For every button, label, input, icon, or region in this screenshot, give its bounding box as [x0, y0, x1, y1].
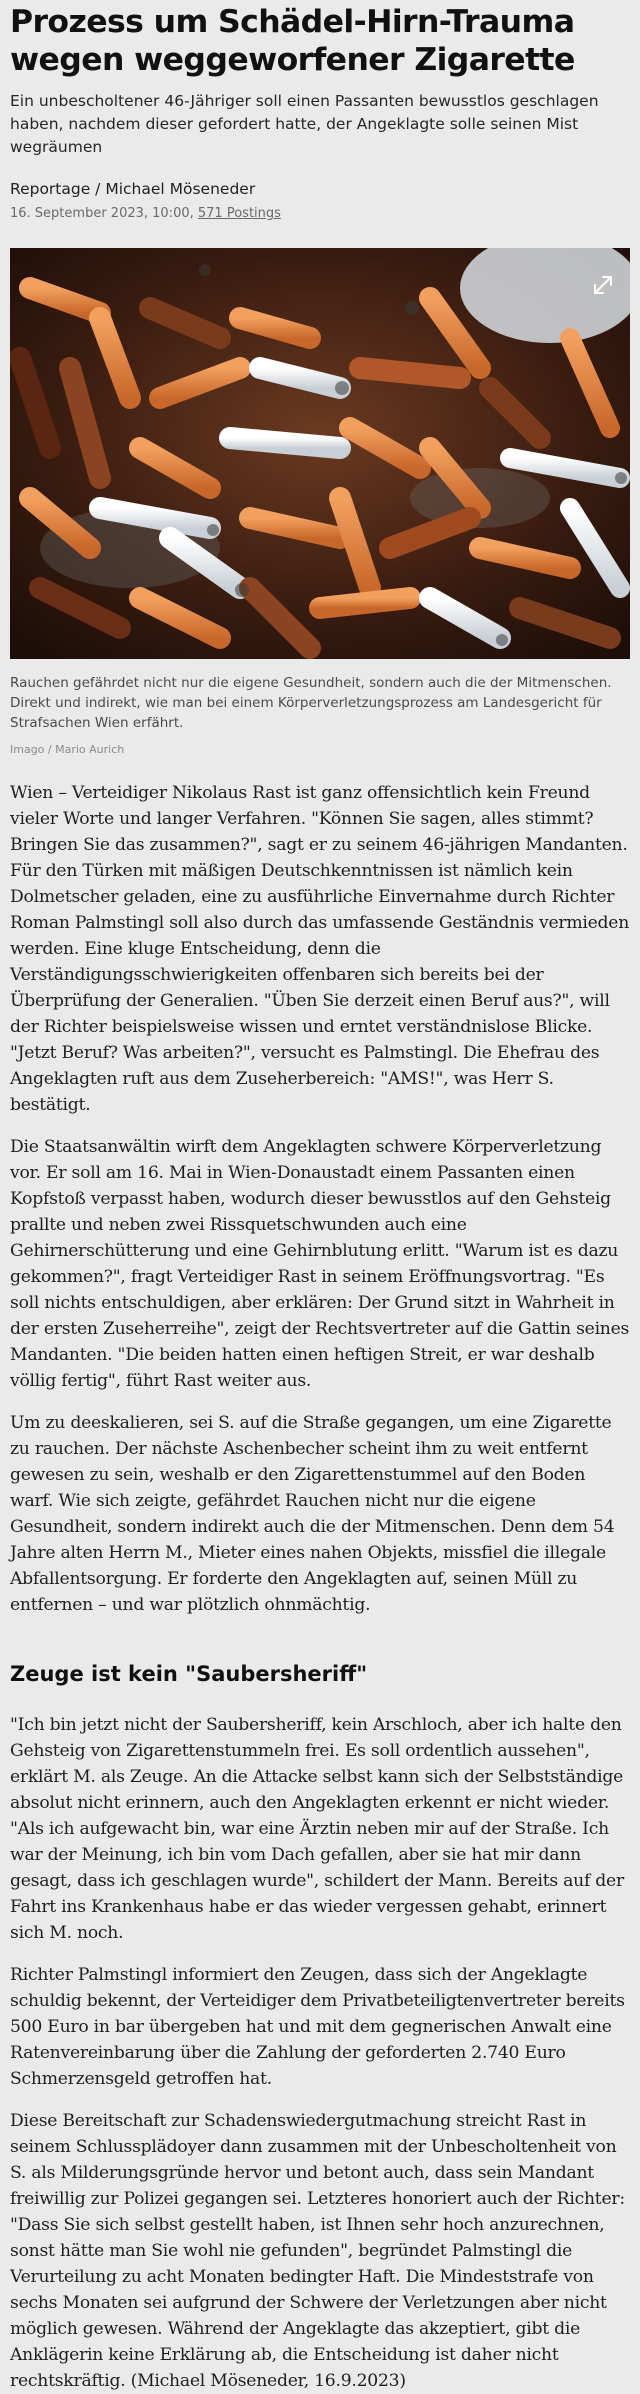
figure-credit: Imago / Mario Aurich [10, 743, 125, 756]
paragraph: Um zu deeskalieren, sei S. auf die Straße gegangen, um eine Zigarette zu rauchen. Der nächste Aschenbecher scheint ihm zu weit entfernt gewesen zu sein, weshalb er den Zigarettenstummel auf den Boden warf. Wie sich zeigte, gefährdet Rauchen nicht nur die eigene Gesundheit, sondern indirekt auch die der Mitmenschen. Denn dem 54 Jahre alten Herrn M., Mieter eines nahen Objekts, missfiel die illegale Abfallentsorgung. Er forderte den Angeklagten auf, seinen Müll zu entfernen – und war plötzlich ohnmächtig. [10, 1413, 615, 1615]
article-body [10, 780, 630, 2394]
article-photo[interactable] [10, 248, 630, 659]
paragraph: Diese Bereitschaft zur Schadenswiedergutmachung streicht Rast in seinem Schlussplädoyer dann zusammen mit der Unbescholtenheit von S. als Milderungsgründe hervor und betont auch, dass sein Mandant freiwillig zur Polizei gegangen sei. Letzteres honoriert auch der Richter: "Dass Sie sich selbst gestellt haben, ist Ihnen sehr hoch anzurechnen, sonst hätte man Sie wohl nie gefunden", begründet Palmstingl die Verurteilung zu acht Monaten bedingter Haft. Die Mindeststrafe von sechs Monaten sei aufgrund der Schwere der Verletzungen aber nicht möglich gewesen. Während der Angeklagte das akzeptiert, gibt die Anklägerin keine Erklärung ab, die Entscheidung ist daher nicht rechtskräftig. (Michael Möseneder, 16.9.2023) [10, 2111, 625, 2391]
byline[interactable]: Reportage / Michael Möseneder [10, 180, 256, 198]
section-heading: Zeuge ist kein "Saubersheriff" [10, 1662, 368, 1686]
paragraph: Richter Palmstingl informiert den Zeugen, dass sich der Angeklagte schuldig bekennt, der Verteidiger dem Privatbeteiligtenvertreter bereits 500 Euro in bar übergeben hat und mit dem gegnerischen Anwalt eine Ratenvereinbarung über die Zahlung der geforderten 2.740 Euro Schmerzensgeld getroffen hat. [10, 1965, 625, 2089]
paragraph: Wien – Verteidiger Nikolaus Rast ist ganz offensichtlich kein Freund vieler Worte und langer Verfahren. "Können Sie sagen, alles stimmt? Bringen Sie das zusammen?", sagt er zu seinem 46-jährigen Mandanten. Für den Türken mit mäßigen Deutschkenntnissen ist nämlich kein Dolmetscher geladen, eine zu ausführliche Einvernahme durch Richter Roman Palmstingl soll also durch das umfassende Geständnis vermieden werden. Eine kluge Entscheidung, denn die Verständigungsschwierigkeiten offenbaren sich bereits bei der Überprüfung der Generalien. "Üben Sie derzeit einen Beruf aus?", will der Richter beispielsweise wissen und erntet verständnislose Blicke. "Jetzt Beruf? Was arbeiten?", versucht es Palmstingl. Die Ehefrau des Angeklagten ruft aus dem Zuseherbereich: "AMS!", was Herr S. bestätigt. [10, 783, 630, 1115]
expand-icon[interactable] [590, 272, 616, 298]
article-meta [10, 206, 630, 221]
paragraph: Die Staatsanwältin wirft dem Angeklagten schwere Körperverletzung vor. Er soll am 16. Mai in Wien-Donaustadt einem Passanten einen Kopfstoß verpasst haben, wodurch dieser bewusstlos auf den Gehsteig prallte und neben zwei Rissquetschwunden auch eine Gehirnerschütterung und eine Gehirnblutung erlitt. "Warum ist es dazu gekommen?", fragt Verteidiger Rast in seinem Eröffnungsvortrag. "Es soll nichts entschuldigen, aber erklären: Der Grund sitzt in Wahrheit in der ersten Zuseherreihe", zeigt der Rechtsvertreter auf die Gattin seines Mandanten. "Die beiden hatten einen heftigen Streit, er war deshalb völlig fertig", führt Rast weiter aus. [10, 1137, 630, 1391]
paragraph: "Ich bin jetzt nicht der Saubersheriff, kein Arschloch, aber ich halte den Gehsteig von Zigarettenstummeln frei. Es soll ordentlich aussehen", erklärt M. als Zeuge. An die Attacke selbst kann sich der Selbstständige absolut nicht erinnern, auch den Angeklagten erkennt er nicht wieder. "Als ich aufgewacht bin, war eine Ärztin neben mir auf der Straße. Ich war der Meinung, ich bin vom Dach gefallen, aber sie hat mir dann gesagt, dass ich geschlagen wurde", schildert der Mann. Bereits auf der Fahrt ins Krankenhaus habe er das wieder vergessen gehabt, erinnert sich M. noch. [10, 1715, 624, 1943]
figure-caption: Rauchen gefährdet nicht nur die eigene Gesundheit, sondern auch die der Mitmenschen. Direkt und indirekt, wie man bei einem Körperverletzungsprozess am Landesgericht für Strafsachen Wien erfährt. [10, 675, 612, 731]
article-lead: Ein unbescholtener 46-Jähriger soll einen Passanten bewusstlos geschlagen haben, nachdem dieser gefordert hatte, der Angeklagte solle seinen Mist wegräumen [10, 92, 599, 156]
publish-date: 16. September 2023, 10:00, [10, 206, 194, 221]
article-title: Prozess um Schädel-Hirn-Trauma wegen weggeworfener Zigarette [10, 4, 575, 78]
article-figure [10, 248, 630, 756]
postings-link[interactable]: 571 Postings [197, 206, 281, 221]
